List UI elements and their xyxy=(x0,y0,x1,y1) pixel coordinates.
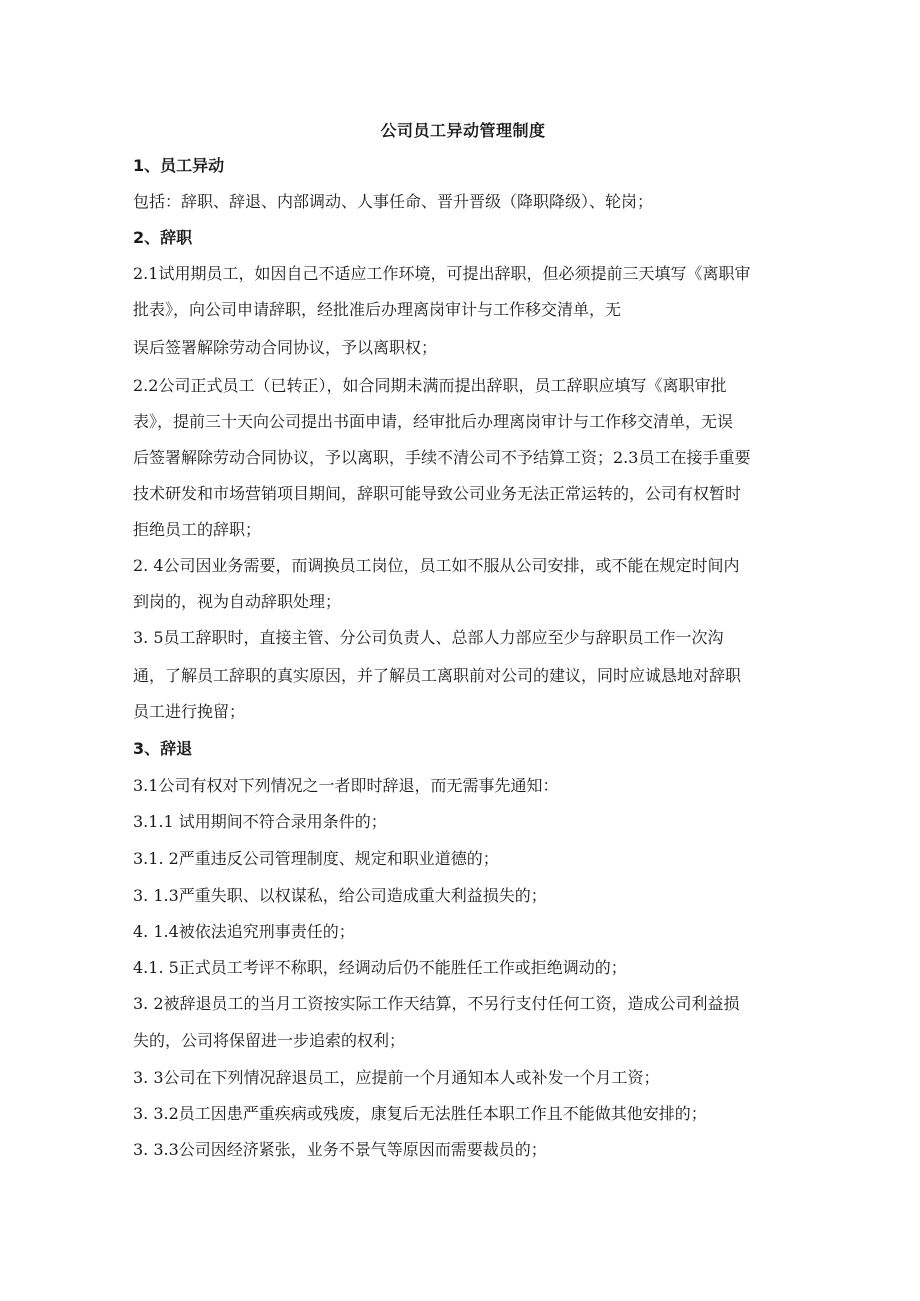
section-heading: 2、辞职 xyxy=(133,228,193,247)
text-line: 3. 3.2员工因患严重疾病或残废，康复后无法胜任本职工作且不能做其他安排的； xyxy=(133,1104,707,1123)
text-line: 2. 4公司因业务需要，而调换员工岗位，员工如不服从公司安排，或不能在规定时间内 xyxy=(133,556,740,575)
text-line: 技术研发和市场营销项目期间，辞职可能导致公司业务无法正常运转的，公司有权暂时 xyxy=(133,484,742,503)
text-line: 4. 1.4被依法追究刑事责任的； xyxy=(133,922,355,941)
text-line: 批表》，向公司申请辞职，经批准后办理离岗审计与工作移交清单，无 xyxy=(133,300,622,319)
text-line: 3.1.1 试用期间不符合录用条件的； xyxy=(133,812,387,831)
text-line: 失的，公司将保留进一步追索的权利； xyxy=(133,1031,406,1050)
document-title: 公司员工异动管理制度 xyxy=(380,121,546,140)
text-line: 通，了解员工辞职的真实原因，并了解员工离职前对公司的建议，同时应诚恳地对辞职 xyxy=(133,666,742,685)
text-line: 3.1公司有权对下列情况之一者即时辞退，而无需事先通知： xyxy=(133,776,559,795)
text-line: 表》，提前三十天向公司提出书面申请，经审批后办理离岗审计与工作移交清单，无误 xyxy=(133,412,734,431)
text-line: 包括：辞职、辞退、内部调动、人事任命、晋升晋级（降职降级）、轮岗； xyxy=(133,192,654,211)
text-line: 2.1试用期员工，如因自己不适应工作环境，可提出辞职，但必须提前三天填写《离职审 xyxy=(133,264,751,283)
text-line: 3. 3公司在下列情况辞退员工，应提前一个月通知本人或补发一个月工资； xyxy=(133,1068,660,1087)
text-line: 后签署解除劳动合同协议，予以离职，手续不清公司不予结算工资；2.3员工在接手重要 xyxy=(133,448,751,467)
text-line: 到岗的，视为自动辞职处理； xyxy=(133,592,342,611)
text-line: 2.2公司正式员工（已转正），如合同期未满而提出辞职，员工辞职应填写《离职审批 xyxy=(133,376,727,395)
text-line: 员工进行挽留； xyxy=(133,702,246,721)
text-line: 3. 2被辞退员工的当月工资按实际工作天结算，不另行支付任何工资，造成公司利益损 xyxy=(133,994,740,1013)
section-heading: 3、辞退 xyxy=(133,739,193,758)
text-line: 拒绝员工的辞职； xyxy=(133,520,262,539)
text-line: 3. 5员工辞职时，直接主管、分公司负责人、总部人力部应至少与辞职员工作一次沟 xyxy=(133,628,724,647)
text-line: 4.1. 5正式员工考评不称职，经调动后仍不能胜任工作或拒绝调动的； xyxy=(133,958,627,977)
text-line: 3. 1.3严重失职、以权谋私，给公司造成重大利益损失的； xyxy=(133,886,547,905)
text-line: 误后签署解除劳动合同协议，予以离职权； xyxy=(133,338,438,357)
text-line: 3. 3.3公司因经济紧张，业务不景气等原因而需要裁员的； xyxy=(133,1140,547,1159)
section-heading: 1、员工异动 xyxy=(133,156,225,175)
text-line: 3.1. 2严重违反公司管理制度、规定和职业道德的； xyxy=(133,849,499,868)
